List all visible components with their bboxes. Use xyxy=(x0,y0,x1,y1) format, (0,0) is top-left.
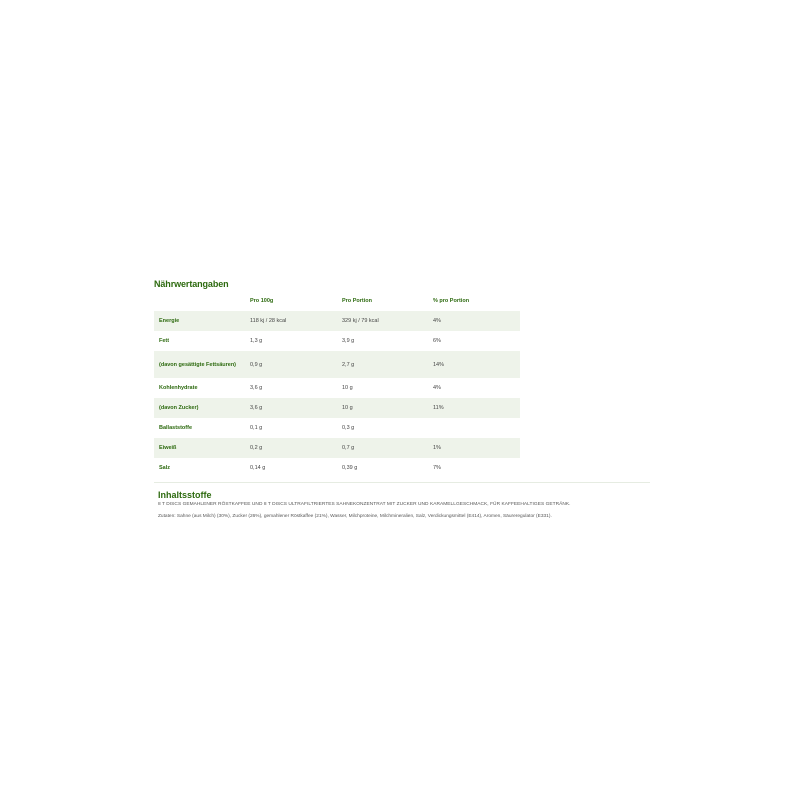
table-row xyxy=(154,458,520,478)
ingredients-product-description: 8 T DISCS GEMAHLENER RÖSTKAFFEE UND 8 T DISCS ULTRAFILTRIERTES SAHNEKONZENTRAT MIT ZUCKER UND KARAMELLGESCHMACK, FÜR KAFFEEHALTIGES GETRÄNK. xyxy=(158,502,571,507)
table-row xyxy=(154,311,520,331)
cell-percent: 4% xyxy=(433,385,441,391)
table-row xyxy=(154,398,520,418)
cell-per-portion: 2,7 g xyxy=(342,351,433,378)
cell-per-100g: 0,2 g xyxy=(250,438,342,458)
cell-percent: 14% xyxy=(433,351,520,378)
row-label: Eiweiß xyxy=(154,438,250,458)
row-label: Energie xyxy=(154,311,250,331)
ingredients-title: Inhaltsstoffe xyxy=(158,490,212,500)
table-row xyxy=(154,438,520,458)
cell-per-portion: 3,9 g xyxy=(342,338,355,344)
cell-per-100g: 3,6 g xyxy=(250,385,263,391)
nutrition-table xyxy=(154,291,520,478)
cell-per-100g: 0,14 g xyxy=(250,465,266,471)
column-header-percent-portion: % pro Portion xyxy=(433,298,470,304)
cell-percent: 1% xyxy=(433,438,520,458)
row-label: (davon Zucker) xyxy=(154,398,250,418)
column-header-per-portion: Pro Portion xyxy=(342,298,372,304)
cell-percent: 11% xyxy=(433,398,520,418)
cell-per-100g: 0,1 g xyxy=(250,425,263,431)
column-header-per-100g: Pro 100g xyxy=(250,298,274,304)
cell-percent: 7% xyxy=(433,465,441,471)
cell-percent: 4% xyxy=(433,311,520,331)
table-row xyxy=(154,378,520,398)
table-row xyxy=(154,418,520,438)
cell-per-portion: 0,7 g xyxy=(342,438,433,458)
table-row xyxy=(154,331,520,351)
table-row xyxy=(154,351,520,378)
table-header-row xyxy=(154,291,520,311)
section-divider xyxy=(154,482,650,483)
cell-per-100g: 0,9 g xyxy=(250,351,342,378)
row-label: Salz xyxy=(159,465,171,471)
row-label: Kohlenhydrate xyxy=(159,385,198,391)
cell-percent xyxy=(433,418,520,438)
cell-per-100g: 3,6 g xyxy=(250,398,342,418)
cell-per-portion: 0,3 g xyxy=(342,425,355,431)
row-label: Fett xyxy=(159,338,170,344)
ingredients-list: Zutaten: Sahne (aus Milch) (30%), Zucker (26%), gemahlener Röstkaffee (21%), Wasser, Milchproteine, Milchmineralien, Salz, Verdickungsmittel (E414), Aromen, Säureregulator (E331). xyxy=(158,514,552,519)
cell-per-portion: 10 g xyxy=(342,398,433,418)
cell-per-portion: 329 kj / 79 kcal xyxy=(342,311,433,331)
row-label: (davon gesättigte Fettsäuren) xyxy=(154,351,250,378)
column-header-nutrient xyxy=(154,291,250,311)
nutrition-title: Nährwertangaben xyxy=(154,279,229,289)
cell-percent: 6% xyxy=(433,338,441,344)
cell-per-portion: 0,39 g xyxy=(342,465,358,471)
cell-per-100g: 118 kj / 28 kcal xyxy=(250,311,342,331)
row-label: Ballaststoffe xyxy=(159,425,193,431)
cell-per-100g: 1,3 g xyxy=(250,338,263,344)
cell-per-portion: 10 g xyxy=(342,385,353,391)
